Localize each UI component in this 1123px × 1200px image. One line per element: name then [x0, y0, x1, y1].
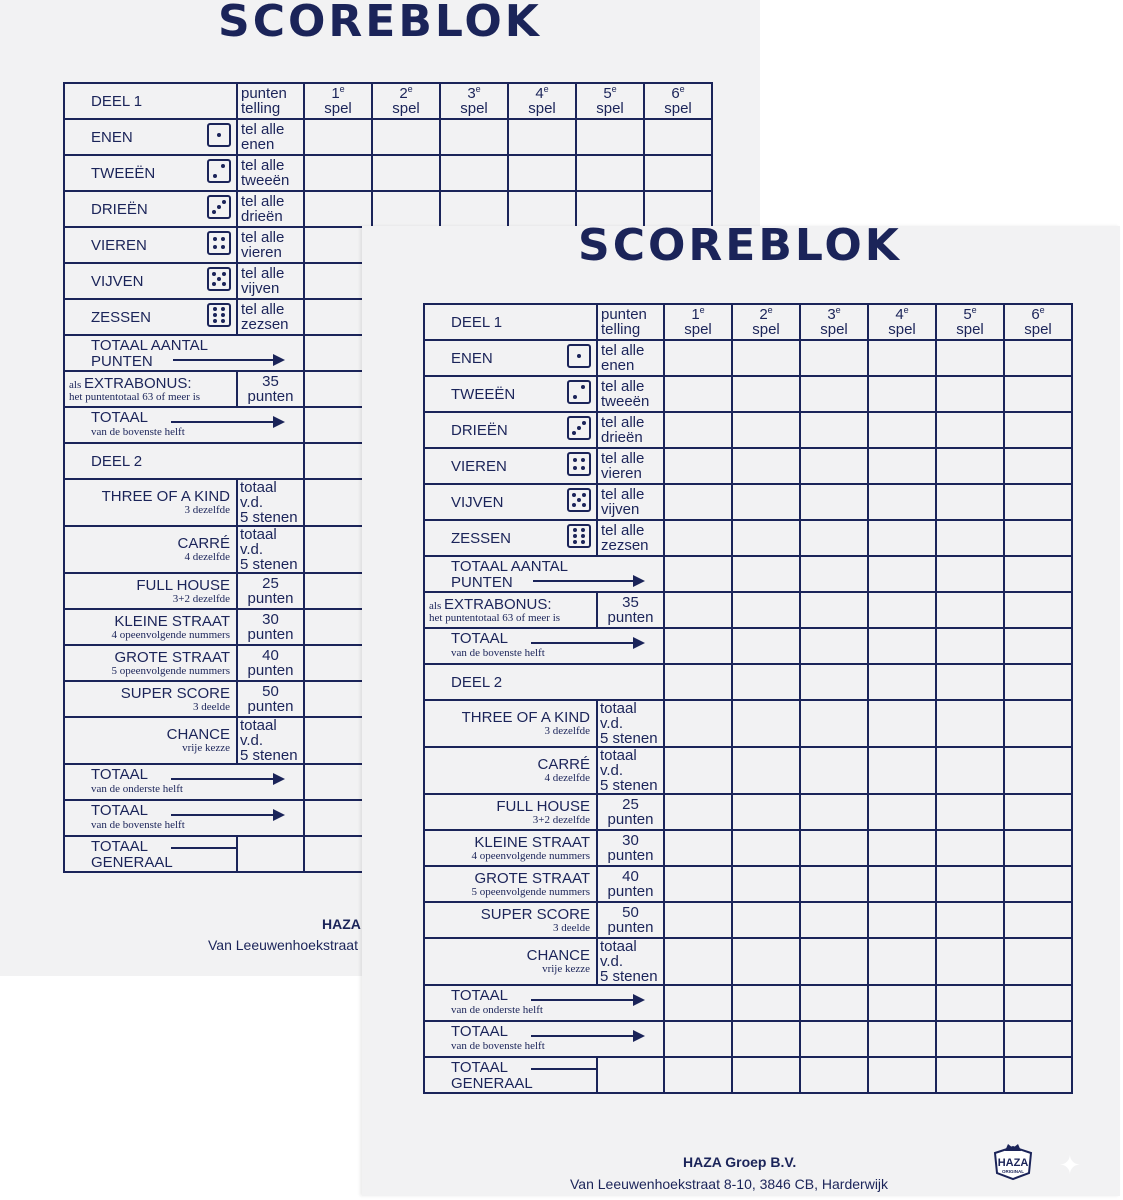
arrow-icon: [531, 1035, 643, 1037]
points-rule: totaal v.d. 5 stenen: [237, 526, 304, 573]
score-cell[interactable]: [372, 119, 440, 155]
footer-company: HAZA: [322, 916, 361, 932]
points-rule: totaal v.d. 5 stenen: [237, 479, 304, 526]
section-label: DEEL 1: [64, 83, 237, 119]
lower-row: [424, 938, 1072, 985]
scoresheet-front: [362, 226, 1120, 1196]
die-5-icon: [567, 488, 591, 512]
score-cell[interactable]: [868, 520, 936, 556]
score-cell[interactable]: [732, 484, 800, 520]
score-cell[interactable]: [936, 700, 1004, 747]
score-cell[interactable]: [237, 836, 304, 872]
score-cell[interactable]: [800, 1021, 868, 1057]
score-cell[interactable]: [868, 902, 936, 938]
points-rule: tel alle vieren: [597, 448, 664, 484]
score-cell[interactable]: [508, 155, 576, 191]
score-cell[interactable]: [732, 938, 800, 985]
category-name: THREE OF A KIND 3 dezelfde: [64, 479, 237, 526]
points-rule: tel alle enen: [237, 119, 304, 155]
score-cell[interactable]: [664, 938, 732, 985]
category-name: DRIEËN: [64, 191, 237, 227]
score-cell[interactable]: [1004, 376, 1072, 412]
game-column-header: 5e spel: [936, 304, 1004, 340]
score-cell[interactable]: [732, 700, 800, 747]
score-cell[interactable]: [1004, 866, 1072, 902]
score-cell[interactable]: [644, 119, 712, 155]
score-cell[interactable]: [644, 191, 712, 227]
score-cell[interactable]: [868, 700, 936, 747]
score-cell[interactable]: [304, 119, 372, 155]
sparkle-icon: ✦: [1059, 1150, 1081, 1180]
score-cell[interactable]: [936, 592, 1004, 628]
points-rule: 25 punten: [237, 573, 304, 609]
score-cell[interactable]: [1004, 412, 1072, 448]
points-rule: 40 punten: [597, 866, 664, 902]
score-cell[interactable]: [304, 155, 372, 191]
category-name: KLEINE STRAAT 4 opeenvolgende nummers: [424, 830, 597, 866]
score-cell[interactable]: [644, 155, 712, 191]
points-rule: tel alle tweeën: [237, 155, 304, 191]
score-cell[interactable]: [664, 747, 732, 794]
upper-row: [64, 191, 712, 227]
score-cell[interactable]: [732, 664, 800, 700]
score-cell[interactable]: [732, 985, 800, 1021]
total-points-row: [424, 556, 1072, 592]
category-name: CHANCE vrije kezze: [64, 717, 237, 764]
score-cell[interactable]: [1004, 747, 1072, 794]
score-cell[interactable]: [868, 556, 936, 592]
score-cell[interactable]: [800, 902, 868, 938]
header-row: [424, 304, 1072, 340]
points-rule: tel alle drieën: [237, 191, 304, 227]
score-cell[interactable]: [304, 191, 372, 227]
score-cell[interactable]: [868, 592, 936, 628]
category-name: CHANCE vrije kezze: [424, 938, 597, 985]
score-cell[interactable]: [936, 340, 1004, 376]
logo-subtext: ORIGINAL: [1002, 1169, 1024, 1174]
score-cell[interactable]: [868, 866, 936, 902]
score-cell[interactable]: [868, 340, 936, 376]
score-cell[interactable]: [664, 700, 732, 747]
score-cell[interactable]: [664, 628, 732, 664]
category-name: THREE OF A KIND 3 dezelfde: [424, 700, 597, 747]
points-rule: tel alle zezsen: [597, 520, 664, 556]
score-cell[interactable]: [576, 119, 644, 155]
score-cell[interactable]: [800, 664, 868, 700]
score-cell[interactable]: [372, 191, 440, 227]
score-cell[interactable]: [732, 1057, 800, 1093]
die-4-icon: [207, 231, 231, 255]
section-label: DEEL 2: [64, 443, 304, 479]
header-row: [64, 83, 712, 119]
points-rule: totaal v.d. 5 stenen: [597, 700, 664, 747]
score-cell[interactable]: [508, 119, 576, 155]
score-cell[interactable]: [868, 628, 936, 664]
score-cell[interactable]: [440, 191, 508, 227]
score-cell[interactable]: [664, 794, 732, 830]
game-column-header: 1e spel: [304, 83, 372, 119]
score-cell[interactable]: [732, 830, 800, 866]
score-cell[interactable]: [664, 340, 732, 376]
score-cell[interactable]: [732, 794, 800, 830]
game-column-header: 2e spel: [732, 304, 800, 340]
game-column-header: 6e spel: [644, 83, 712, 119]
score-cell[interactable]: [440, 119, 508, 155]
score-cell[interactable]: [800, 340, 868, 376]
score-cell[interactable]: [732, 747, 800, 794]
game-column-header: 3e spel: [440, 83, 508, 119]
lower-row: [424, 794, 1072, 830]
arrow-icon: [531, 1068, 597, 1070]
category-name: SUPER SCORE 3 deelde: [424, 902, 597, 938]
arrow-icon: [171, 814, 283, 816]
score-cell[interactable]: [508, 191, 576, 227]
points-rule: 25 punten: [597, 794, 664, 830]
score-cell[interactable]: [936, 1021, 1004, 1057]
score-table: [423, 303, 1073, 1094]
grand-total-row: [424, 1057, 1072, 1093]
score-cell[interactable]: [936, 794, 1004, 830]
score-cell[interactable]: [1004, 902, 1072, 938]
score-cell[interactable]: [664, 1057, 732, 1093]
upper-row: [424, 448, 1072, 484]
points-rule: 30 punten: [237, 609, 304, 645]
score-cell[interactable]: [440, 155, 508, 191]
score-cell[interactable]: [1004, 830, 1072, 866]
upper-row: [424, 412, 1072, 448]
category-name: TWEEËN: [424, 376, 597, 412]
score-cell[interactable]: [1004, 484, 1072, 520]
arrow-icon: [171, 778, 283, 780]
score-cell[interactable]: [868, 747, 936, 794]
score-cell[interactable]: [868, 794, 936, 830]
score-cell[interactable]: [664, 866, 732, 902]
footer-address: Van Leeuwenhoekstraat: [208, 937, 358, 953]
die-3-icon: [567, 416, 591, 440]
score-cell[interactable]: [664, 520, 732, 556]
total-upper-row-label: TOTAAL van de bovenste helft: [424, 628, 664, 664]
category-name: DRIEËN: [424, 412, 597, 448]
arrow-icon: [171, 421, 283, 423]
score-cell[interactable]: [868, 938, 936, 985]
total-lower-row-label: TOTAAL van de onderste helft: [64, 764, 304, 800]
score-cell[interactable]: [1004, 628, 1072, 664]
score-cell[interactable]: [664, 985, 732, 1021]
category-name: TWEEËN: [64, 155, 237, 191]
score-cell[interactable]: [800, 556, 868, 592]
category-name: ZESSEN: [424, 520, 597, 556]
die-1-icon: [567, 344, 591, 368]
score-cell[interactable]: [936, 376, 1004, 412]
score-cell[interactable]: [732, 628, 800, 664]
score-cell[interactable]: [1004, 556, 1072, 592]
game-column-header: 3e spel: [800, 304, 868, 340]
bonus-label: als EXTRABONUS: het puntentotaal 63 of meer is: [424, 592, 597, 628]
arrow-icon: [533, 580, 643, 582]
bonus-points: 35 punten: [597, 592, 664, 628]
score-cell[interactable]: [936, 556, 1004, 592]
die-6-icon: [207, 303, 231, 327]
upper-row: [424, 376, 1072, 412]
score-cell[interactable]: [936, 747, 1004, 794]
sheet-title: SCOREBLOK: [218, 0, 542, 47]
die-5-icon: [207, 267, 231, 291]
score-cell[interactable]: [868, 412, 936, 448]
points-header-line2: telling: [601, 321, 641, 338]
score-cell[interactable]: [800, 866, 868, 902]
category-name: CARRÉ 4 dezelfde: [64, 526, 237, 573]
arrow-icon: [531, 999, 643, 1001]
score-cell[interactable]: [868, 484, 936, 520]
score-cell[interactable]: [936, 484, 1004, 520]
footer-address: Van Leeuwenhoekstraat 8-10, 3846 CB, Harderwijk: [570, 1176, 889, 1192]
points-rule: tel alle enen: [597, 340, 664, 376]
points-rule: totaal v.d. 5 stenen: [597, 747, 664, 794]
score-cell[interactable]: [664, 592, 732, 628]
score-cell[interactable]: [732, 412, 800, 448]
score-cell[interactable]: [732, 592, 800, 628]
lower-row: [424, 747, 1072, 794]
lower-row: [424, 866, 1072, 902]
score-cell[interactable]: [576, 191, 644, 227]
total-points-label: TOTAAL AANTAL PUNTEN: [64, 335, 304, 371]
score-cell[interactable]: [936, 1057, 1004, 1093]
upper-row: [64, 155, 712, 191]
die-1-icon: [207, 123, 231, 147]
lower-row: [424, 830, 1072, 866]
score-cell[interactable]: [868, 448, 936, 484]
score-cell[interactable]: [664, 830, 732, 866]
upper-row: [424, 520, 1072, 556]
score-cell[interactable]: [800, 747, 868, 794]
haza-logo: [989, 1139, 1037, 1181]
lower-row: [424, 700, 1072, 747]
score-cell[interactable]: [1004, 1057, 1072, 1093]
score-cell[interactable]: [800, 628, 868, 664]
total-upper-repeat-row-label: TOTAAL van de bovenste helft: [64, 800, 304, 836]
bonus-label: als EXTRABONUS: het puntentotaal 63 of meer is: [64, 371, 237, 407]
total-upper-row-label: TOTAAL van de bovenste helft: [64, 407, 304, 443]
sheet-title: SCOREBLOK: [578, 226, 902, 271]
score-cell[interactable]: [1004, 700, 1072, 747]
upper-row: [64, 119, 712, 155]
score-cell[interactable]: [1004, 1021, 1072, 1057]
category-name: ZESSEN: [64, 299, 237, 335]
game-column-header: 6e spel: [1004, 304, 1072, 340]
score-cell[interactable]: [800, 938, 868, 985]
category-name: CARRÉ 4 dezelfde: [424, 747, 597, 794]
grand-total-label: TOTAAL GENERAAL: [64, 836, 237, 872]
points-rule: 50 punten: [237, 681, 304, 717]
category-name: GROTE STRAAT 5 opeenvolgende nummers: [424, 866, 597, 902]
points-rule: tel alle zezsen: [237, 299, 304, 335]
score-cell[interactable]: [936, 985, 1004, 1021]
score-cell[interactable]: [1004, 938, 1072, 985]
score-cell[interactable]: [664, 484, 732, 520]
die-4-icon: [567, 452, 591, 476]
section-label: DEEL 1: [424, 304, 597, 340]
total-points-label: TOTAAL AANTAL PUNTEN: [424, 556, 664, 592]
category-name: FULL HOUSE 3+2 dezelfde: [424, 794, 597, 830]
score-cell[interactable]: [936, 520, 1004, 556]
arrow-icon: [173, 359, 283, 361]
score-cell[interactable]: [664, 1021, 732, 1057]
score-cell[interactable]: [800, 830, 868, 866]
die-6-icon: [567, 524, 591, 548]
score-cell[interactable]: [868, 985, 936, 1021]
score-cell[interactable]: [1004, 520, 1072, 556]
score-cell[interactable]: [868, 1057, 936, 1093]
score-cell[interactable]: [800, 448, 868, 484]
game-column-header: 4e spel: [508, 83, 576, 119]
score-cell[interactable]: [664, 412, 732, 448]
category-name: GROTE STRAAT 5 opeenvolgende nummers: [64, 645, 237, 681]
score-cell[interactable]: [800, 985, 868, 1021]
score-cell[interactable]: [597, 1057, 664, 1093]
category-name: SUPER SCORE 3 deelde: [64, 681, 237, 717]
points-header-line2: telling: [241, 100, 281, 117]
score-cell[interactable]: [800, 700, 868, 747]
score-cell[interactable]: [800, 412, 868, 448]
score-cell[interactable]: [664, 664, 732, 700]
score-cell[interactable]: [732, 376, 800, 412]
score-cell[interactable]: [732, 448, 800, 484]
points-rule: 30 punten: [597, 830, 664, 866]
score-cell[interactable]: [1004, 664, 1072, 700]
score-cell[interactable]: [936, 830, 1004, 866]
score-cell[interactable]: [868, 376, 936, 412]
score-cell[interactable]: [800, 376, 868, 412]
category-name: ENEN: [64, 119, 237, 155]
score-cell[interactable]: [664, 448, 732, 484]
score-cell[interactable]: [664, 376, 732, 412]
score-cell[interactable]: [868, 664, 936, 700]
score-cell[interactable]: [800, 592, 868, 628]
points-column-header: [597, 304, 664, 340]
category-name: VIJVEN: [64, 263, 237, 299]
total-upper-repeat-row-label: TOTAAL van de bovenste helft: [424, 1021, 664, 1057]
points-rule: tel alle drieën: [597, 412, 664, 448]
upper-row: [424, 484, 1072, 520]
points-rule: 40 punten: [237, 645, 304, 681]
points-rule: tel alle tweeën: [597, 376, 664, 412]
score-cell[interactable]: [732, 556, 800, 592]
score-cell[interactable]: [936, 866, 1004, 902]
score-cell[interactable]: [936, 938, 1004, 985]
game-column-header: 4e spel: [868, 304, 936, 340]
score-cell[interactable]: [664, 902, 732, 938]
game-column-header: 2e spel: [372, 83, 440, 119]
points-header-line1: punten: [241, 85, 287, 102]
die-2-icon: [567, 380, 591, 404]
category-name: FULL HOUSE 3+2 dezelfde: [64, 573, 237, 609]
game-column-header: 1e spel: [664, 304, 732, 340]
points-rule: tel alle vijven: [597, 484, 664, 520]
score-cell[interactable]: [1004, 794, 1072, 830]
score-cell[interactable]: [868, 830, 936, 866]
score-cell[interactable]: [1004, 592, 1072, 628]
score-cell[interactable]: [732, 340, 800, 376]
logo-text: HAZA: [997, 1157, 1029, 1169]
score-cell[interactable]: [800, 1057, 868, 1093]
bonus-row: [424, 592, 1072, 628]
score-cell[interactable]: [936, 628, 1004, 664]
die-3-icon: [207, 195, 231, 219]
points-rule: tel alle vijven: [237, 263, 304, 299]
total-upper-row: [424, 628, 1072, 664]
score-cell[interactable]: [732, 866, 800, 902]
score-cell[interactable]: [800, 520, 868, 556]
category-name: VIEREN: [64, 227, 237, 263]
score-cell[interactable]: [800, 794, 868, 830]
points-rule: tel alle vieren: [237, 227, 304, 263]
score-cell[interactable]: [732, 1021, 800, 1057]
points-column-header: [237, 83, 304, 119]
score-cell[interactable]: [936, 448, 1004, 484]
points-header-line1: punten: [601, 306, 647, 323]
score-cell[interactable]: [1004, 448, 1072, 484]
total-upper-repeat-row: [424, 1021, 1072, 1057]
total-lower-row-label: TOTAAL van de onderste helft: [424, 985, 664, 1021]
lower-row: [424, 902, 1072, 938]
score-cell[interactable]: [936, 412, 1004, 448]
game-column-header: 5e spel: [576, 83, 644, 119]
score-cell[interactable]: [576, 155, 644, 191]
category-name: KLEINE STRAAT 4 opeenvolgende nummers: [64, 609, 237, 645]
score-cell[interactable]: [732, 902, 800, 938]
footer-company: HAZA Groep B.V.: [683, 1154, 797, 1170]
score-cell[interactable]: [1004, 985, 1072, 1021]
category-name: VIJVEN: [424, 484, 597, 520]
die-2-icon: [207, 159, 231, 183]
points-rule: 50 punten: [597, 902, 664, 938]
total-lower-row: [424, 985, 1072, 1021]
score-cell[interactable]: [664, 556, 732, 592]
grand-total-label: TOTAAL GENERAAL: [424, 1057, 597, 1093]
score-cell[interactable]: [732, 520, 800, 556]
section2-row: [424, 664, 1072, 700]
arrow-icon: [531, 642, 643, 644]
bonus-points: 35 punten: [237, 371, 304, 407]
score-cell[interactable]: [936, 664, 1004, 700]
score-cell[interactable]: [800, 484, 868, 520]
arrow-icon: [171, 847, 237, 849]
section-label: DEEL 2: [424, 664, 664, 700]
score-cell[interactable]: [868, 1021, 936, 1057]
category-name: ENEN: [424, 340, 597, 376]
points-rule: totaal v.d. 5 stenen: [597, 938, 664, 985]
category-name: VIEREN: [424, 448, 597, 484]
score-cell[interactable]: [372, 155, 440, 191]
score-cell[interactable]: [1004, 340, 1072, 376]
score-cell[interactable]: [936, 902, 1004, 938]
upper-row: [424, 340, 1072, 376]
points-rule: totaal v.d. 5 stenen: [237, 717, 304, 764]
